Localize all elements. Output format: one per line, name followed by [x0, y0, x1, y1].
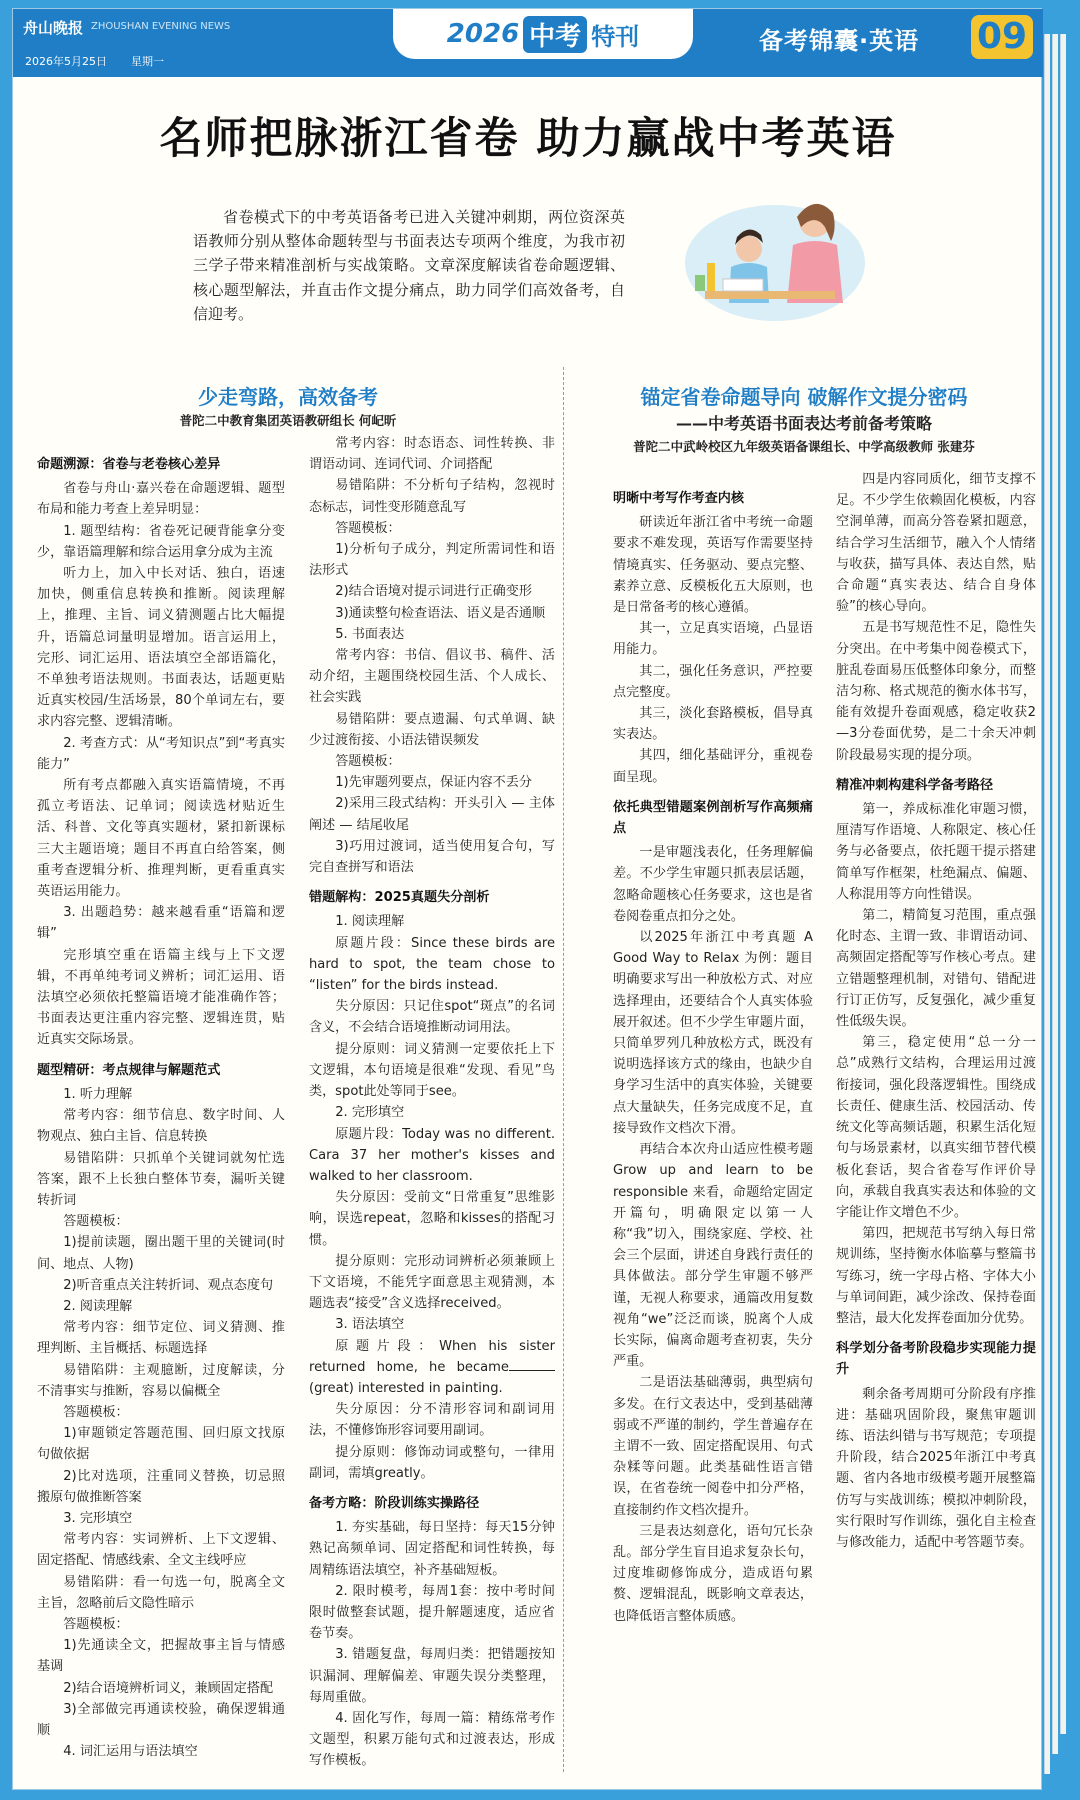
paragraph: 其四，细化基础评分，重视卷面呈现。	[613, 748, 813, 785]
paragraph: 1)分析句子成分，判定所需词性和语法形式	[309, 542, 555, 579]
paragraph: 2)比对选项，注重同义替换，切忌照搬原句做推断答案	[37, 1468, 285, 1505]
paragraph: 提分原则：修饰动词或整句，一律用副词，需填greatly。	[309, 1444, 555, 1481]
paragraph: 5. 书面表达	[335, 626, 405, 642]
issue-date: 2026年5月25日	[25, 55, 107, 68]
paragraph: 易错陷阱：看一句选一句，脱离全文主旨，忽略前后文隐性暗示	[37, 1574, 285, 1611]
paragraph: 易错陷阱：主观臆断，过度解读，分不清事实与推断，容易以偏概全	[37, 1362, 285, 1399]
paragraph: 答题模板：	[335, 520, 401, 536]
page-edge	[1044, 34, 1050, 1774]
paragraph: 4. 固化写作，每周一篇：精练常考作文题型，积累万能句式和过渡表达，形成写作模板。	[309, 1710, 555, 1769]
subheading: 错题解构：2025真题失分剖析	[309, 890, 490, 906]
paragraph: 第一，养成标准化审题习惯，厘清写作语境、人称限定、核心任务与必备要点，依托题干提示搭建简单写作框架，杜绝漏点、偏题、人称混用等方向性错误。	[836, 802, 1036, 902]
badge-tekan: 特刊	[591, 22, 640, 51]
paragraph	[309, 1336, 555, 1400]
paper-name: 舟山晚报	[23, 19, 84, 37]
page-edge	[1060, 34, 1066, 1734]
paragraph: 原题片段：Since these birds are hard to spot, the team chose to “listen” for the birds instead.	[309, 935, 555, 994]
paragraph: 原题片段：Today was no different. Cara 37 her mother's kisses and walked to her classroom.	[309, 1126, 555, 1184]
paragraph: 三是表达刻意化，语句冗长杂乱。部分学生盲目追求复杂长句，过度堆砌修饰成分，造成语句累赘、逻辑混乱，既影响文章表达，也降低语言整体质感。	[613, 1523, 813, 1624]
answer-blank	[509, 1370, 555, 1371]
paragraph: 以2025年浙江中考真题 A Good Way to Relax 为例：题目明确要求写出一种放松方式、对应选择理由，还要结合个人真实体验展开叙述。但不少学生审题片面，只简单罗列几种放松方式，既没有说明选择该方式的缘由，也缺少自身学习生活中的真实体验，关键要点大量缺失，任务完成度不足，直接导致作文档次下滑。	[613, 930, 813, 1136]
paragraph: 听力上，加入中长对话、独白，语速加快，侧重信息转换和推断。阅读理解上，推理、主旨、词义猜测题占比大幅提升，语篇总词量明显增加。语言运用上，完形、词汇运用、语法填空全部语篇化，不单独考语法规则。书面表达，话题更贴近真实校园/生活场景，80个单词左右，要求内容完整、逻辑清晰。	[37, 566, 285, 730]
badge-year: 2026	[446, 19, 520, 49]
paragraph: 答题模板：	[335, 754, 401, 770]
paragraph: 答题模板：	[63, 1404, 129, 1420]
paragraph: 五是书写规范性不足，隐性失分突出。在中考集中阅卷模式下，脏乱卷面易压低整体印象分，而整洁匀称、格式规范的衡水体书写，能有效提升卷面观感，稳定收获2—3分卷面优势，是二十余天冲刺阶段最易实现的提分项。	[836, 620, 1036, 763]
paragraph: 二是语法基础薄弱，典型病句多发。在行文表达中，受到基础薄弱或不严谨的制约，学生普遍存在主谓不一致、固定搭配误用、句式杂糅等问题。此类基础性语言错误，在省卷统一阅卷中扣分严格，直接制约作文档次提升。	[613, 1375, 813, 1518]
paragraph: 提分原则：完形动词辨析必须兼顾上下文语境，不能凭字面意思主观猜测，本题选表“接受”含义选择received。	[309, 1253, 555, 1312]
paragraph: 3. 出题趋势：越来越看重“语篇和逻辑”	[37, 905, 285, 942]
paragraph: 完形填空重在语篇主线与上下文逻辑，不再单纯考词义辨析；词汇运用、语法填空必须依托整篇语境才能准确作答；书面表达更注重内容完整、逻辑连贯，贴近真实交际场景。	[37, 947, 285, 1048]
paragraph: 答题模板：	[63, 1214, 129, 1230]
subheading: 科学划分备考阶段稳步实现能力提升	[836, 1341, 1036, 1378]
left-column-1	[37, 445, 285, 1785]
paragraph-text: 原题片段：When his sister returned home, he became	[309, 1338, 555, 1375]
paragraph: 2. 考查方式：从“考知识点”到“考真实能力”	[37, 735, 285, 772]
left-article-title: 少走弯路，高效备考	[198, 385, 378, 409]
paragraph: 1)提前读题，圈出题干里的关键词(时间、地点、人物)	[37, 1235, 285, 1272]
paragraph: 常考内容：细节定位、词义猜测、推理判断、主旨概括、标题选择	[37, 1320, 285, 1357]
left-article-author: 普陀二中教育集团英语教研组长 何屺昕	[179, 413, 397, 428]
badge-zhongkao: 中考	[523, 16, 587, 53]
paragraph: 1. 夯实基础，每日坚持：每天15分钟熟记高频单词、固定搭配和词性转换，每周精练语法填空，补齐基础短板。	[309, 1520, 555, 1578]
issue-weekday: 星期一	[131, 55, 164, 68]
paragraph: 四是内容同质化，细节支撑不足。不少学生依赖固化模板，内容空洞单薄，而高分答卷紧扣题意，结合学习生活细节，融入个人情绪与收获，描写具体、表达自然，贴合命题“真实表达、结合自身体验”的核心导向。	[836, 472, 1036, 615]
paragraph: 易错陷阱：要点遗漏、句式单调、缺少过渡衔接、小语法错误频发	[309, 711, 555, 748]
paragraph: 其二，强化任务意识，严控要点完整度。	[613, 663, 813, 700]
right-column-2	[836, 469, 1036, 1785]
paragraph: 第二，精简复习范围，重点强化时态、主谓一致、非谓语动词、高频固定搭配等写作核心考点。建立错题整理机制，对错句、错配进行订正仿写，反复强化，减少重复性低级失误。	[836, 908, 1036, 1030]
paragraph: 1)先审题列要点，保证内容不丢分	[335, 775, 532, 791]
paragraph: 2)结合语境辨析词义，兼顾固定搭配	[63, 1680, 274, 1696]
paragraph: 研读近年浙江省中考统一命题要求不难发现，英语写作需要坚持情境真实、任务驱动、要点完整、素养立意、反模板化五大原则，也是日常备考的核心遵循。	[613, 515, 813, 616]
paragraph: 失分原因：分不清形容词和副词用法，不懂修饰形容词要用副词。	[309, 1402, 555, 1439]
right-article-title: 锚定省卷命题导向 破解作文提分密码	[640, 385, 968, 409]
paragraph: 失分原因：受前文“日常重复”思维影响，误选repeat，忽略和kisses的搭配习惯。	[309, 1190, 555, 1248]
paragraph: 2. 完形填空	[335, 1105, 405, 1121]
page-edge	[1052, 34, 1058, 1754]
subheading: 明晰中考写作考查内核	[613, 491, 744, 506]
paragraph: 2)采用三段式结构：开头引入 — 主体阐述 — 结尾收尾	[309, 796, 555, 833]
paper-english-name: ZHOUSHAN EVENING NEWS	[91, 21, 231, 32]
paragraph: 答题模板：	[63, 1616, 129, 1632]
paragraph: 常考内容：时态语态、词性转换、非谓语动词、连词代词、介词搭配	[309, 436, 555, 473]
paragraph: 2. 限时模考，每周1套：按中考时间限时做整套试题，提升解题速度，适应省卷节奏。	[309, 1583, 555, 1642]
subheading: 命题溯源：省卷与老卷核心差异	[37, 457, 221, 472]
paragraph: 剩余备考周期可分阶段有序推进：基础巩固阶段，聚焦审题训练、语法纠错与书写规范；专项提升阶段，结合2025年浙江中考真题、省内各地市级模考题开展整篇仿写与实战训练；模拟冲刺阶段，实行限时写作训练，强化自主检查与修改能力，适配中考答题节奏。	[836, 1386, 1036, 1550]
paragraph: 1. 题型结构：省卷死记硬背能拿分变少，靠语篇理解和综合运用拿分成为主流	[37, 523, 285, 560]
paragraph: 2)听音重点关注转折词、观点态度句	[63, 1277, 274, 1293]
column-divider	[563, 367, 564, 1772]
paragraph: 省卷与舟山·嘉兴卷在命题逻辑、题型布局和能力考查上差异明显：	[37, 481, 285, 518]
paragraph: 3. 错题复盘，每周归类：把错题按知识漏洞、理解偏差、审题失误分类整理，每周重做。	[309, 1647, 555, 1705]
special-issue-badge	[393, 9, 693, 59]
paragraph: 所有考点都融入真实语篇情境，不再孤立考语法、记单词；阅读选材贴近生活、科普、文化等真实题材，紧扣新课标三大主题语境；题目不再直白给答案，侧重考查逻辑分析、推理判断，更看重真实英语运用能力。	[37, 778, 285, 900]
paragraph: 3)全部做完再通读校验，确保逻辑通顺	[37, 1701, 285, 1738]
paragraph: 失分原因：只记住spot“斑点”的名词含义，不会结合语境推断动词用法。	[309, 999, 555, 1036]
paragraph: 3)巧用过渡词，适当使用复合句，写完自查拼写和语法	[309, 838, 555, 876]
paragraph: 1. 阅读理解	[335, 914, 405, 930]
paragraph-text: (great) interested in painting.	[309, 1380, 503, 1396]
paragraph: 其一，立足真实语境，凸显语用能力。	[613, 621, 813, 658]
right-column-1	[613, 479, 813, 1785]
paragraph: 再结合本次舟山适应性模考题 Grow up and learn to be responsible 来看，命题给定固定开篇句，明确限定以第一人称“我”切入，围绕家庭、学校、社会三个层面，讲述自身践行责任的具体做法。部分学生审题不够严谨，无视人称要求，通篇改用复数视角“we”泛泛而谈，脱离个人成长实际，偏离命题考查初衷，失分严重。	[613, 1142, 813, 1370]
paragraph: 一是审题浅表化，任务理解偏差。不少学生审题只抓表层话题，忽略命题核心任务要求，这也是省卷阅卷重点扣分之处。	[613, 845, 813, 924]
paragraph: 3)通读整句检查语法、语义是否通顺	[335, 605, 546, 621]
teacher-student-illustration	[665, 183, 865, 323]
subheading: 备考方略：阶段训练实操路径	[309, 1495, 480, 1511]
subheading: 精准冲刺构建科学备考路径	[836, 777, 994, 793]
left-column-2	[309, 433, 555, 1785]
paragraph: 1)审题锁定答题范围、回归原文找原句做依据	[37, 1426, 285, 1463]
paragraph: 常考内容：书信、倡议书、稿件、活动介绍，主题围绕校园生活、个人成长、社会实践	[309, 648, 555, 706]
paragraph: 3. 完形填空	[63, 1510, 133, 1526]
right-article-author: 普陀二中武岭校区九年级英语备课组长、中学高级教师 张建芬	[633, 439, 975, 454]
subheading: 题型精研：考点规律与解题范式	[37, 1062, 221, 1078]
subheading: 依托典型错题案例剖析写作高频痛点	[613, 799, 813, 837]
paragraph: 第三，稳定使用“总一分一总”成熟行文结构，合理运用过渡衔接词，强化段落逻辑性。围绕成长责任、健康生活、校园活动、传统文化等高频话题，积累生活化短句与场景素材，以真实细节替代模板化套话，契合省卷写作评价导向，承载自我真实表达和体验的文字能让作文增色不少。	[836, 1035, 1036, 1220]
paragraph: 其三，淡化套路模板，倡导真实表达。	[613, 706, 813, 743]
article-intro: 省卷模式下的中考英语备考已进入关键冲刺期，两位资深英语教师分别从整体命题转型与书面表达专项两个维度，为我市初三学子带来精准剖析与实战策略。文章深度解读省卷命题逻辑、核心题型解法，并直击作文提分痛点，助力同学们高效备考，自信迎考。	[193, 208, 625, 323]
paragraph: 第四，把规范书写纳入每日常规训练，坚持衡水体临摹与整篇书写练习，统一字母占格、字体大小与单词间距，减少涂改、保持卷面整洁，最大化发挥卷面加分优势。	[836, 1226, 1036, 1326]
page-number: 09	[971, 15, 1033, 59]
page-header	[13, 9, 1043, 77]
section-name: 备考锦囊·英语	[759, 27, 920, 55]
paragraph: 常考内容：实词辨析、上下文逻辑、固定搭配、情感线索、全文主线呼应	[37, 1532, 285, 1569]
article-title: 名师把脉浙江省卷 助力赢战中考英语	[159, 114, 897, 164]
right-article-subtitle: ——中考英语书面表达考前备考策略	[675, 414, 932, 433]
paragraph: 4. 词汇运用与语法填空	[63, 1744, 198, 1760]
newspaper-page	[12, 8, 1042, 1790]
paragraph: 1)先通读全文，把握故事主旨与情感基调	[37, 1638, 285, 1675]
paragraph: 1. 听力理解	[63, 1086, 133, 1102]
paragraph: 易错陷阱：不分析句子结构，忽视时态标志，词性变形随意乱写	[309, 478, 555, 515]
paragraph: 提分原则：词义猜测一定要依托上下文逻辑，本句语境是很难“发现、看见”鸟类，spot此处等同于see。	[309, 1041, 555, 1100]
paragraph: 3. 语法填空	[335, 1317, 405, 1333]
paragraph: 常考内容：细节信息、数字时间、人物观点、独白主旨、信息转换	[37, 1108, 285, 1145]
paragraph: 2)结合语境对提示词进行正确变形	[335, 584, 532, 600]
paragraph: 2. 阅读理解	[63, 1298, 133, 1314]
paragraph: 易错陷阱：只抓单个关键词就匆忙选答案，跟不上长独白整体节奏，漏听关键转折词	[37, 1150, 285, 1208]
